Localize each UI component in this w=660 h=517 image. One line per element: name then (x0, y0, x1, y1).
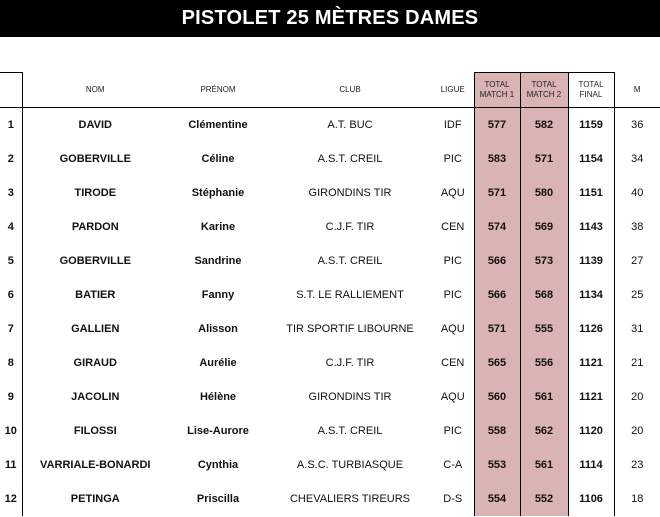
club-cell: A.S.T. CREIL (317, 153, 383, 165)
header-match1-line2: MATCH 1 (479, 90, 515, 99)
match2-cell: 556 (520, 346, 568, 380)
header-row (0, 73, 660, 108)
rank-cell: 2 (0, 142, 22, 176)
header-nom: NOM (22, 73, 168, 108)
header-match1-line1: TOTAL (484, 80, 510, 89)
match2-cell: 561 (520, 380, 568, 414)
m-cell: 36 (631, 119, 644, 131)
ligue-cell: D-S (443, 493, 463, 505)
nom-cell: TIRODE (74, 187, 117, 199)
match1-cell: 553 (474, 448, 520, 482)
total-final-cell: 1121 (568, 380, 614, 414)
match1-cell: 565 (474, 346, 520, 380)
ligue-cell: PIC (443, 425, 462, 437)
header-ligue: LIGUE (432, 73, 474, 108)
ligue-cell: CEN (441, 357, 465, 369)
match1-cell: 577 (474, 108, 520, 143)
header-prenom: PRÉNOM (168, 73, 268, 108)
club-cell: GIRONDINS TIR (308, 391, 392, 403)
m-cell: 27 (631, 255, 644, 267)
match2-cell: 562 (520, 414, 568, 448)
match1-cell: 571 (474, 312, 520, 346)
rank-cell: 3 (0, 176, 22, 210)
prenom-cell: Priscilla (196, 493, 240, 505)
rank-cell: 12 (0, 482, 22, 516)
header-m: M (614, 73, 660, 108)
match1-cell: 554 (474, 482, 520, 516)
title-bar (0, 0, 660, 37)
m-cell: 20 (631, 391, 644, 403)
rank-cell: 1 (0, 108, 22, 143)
total-final-cell: 1114 (568, 448, 614, 482)
m-cell: 18 (631, 493, 644, 505)
rank-cell: 9 (0, 380, 22, 414)
table-row (0, 414, 660, 448)
nom-cell: PETINGA (70, 493, 120, 505)
nom-cell: GIRAUD (73, 357, 117, 369)
prenom-cell: Céline (201, 153, 235, 165)
header-total-final (568, 73, 614, 108)
m-cell: 25 (631, 289, 644, 301)
m-cell: 23 (631, 459, 644, 471)
header-final-line2: FINAL (579, 90, 603, 99)
header-final-line1: TOTAL (578, 80, 604, 89)
match2-cell: 552 (520, 482, 568, 516)
match2-cell: 573 (520, 244, 568, 278)
match1-cell: 566 (474, 244, 520, 278)
table-row (0, 278, 660, 312)
header-club: CLUB (268, 73, 432, 108)
page-title: PISTOLET 25 MÈTRES DAMES (181, 7, 479, 29)
total-final-cell: 1151 (568, 176, 614, 210)
total-final-cell: 1154 (568, 142, 614, 176)
ligue-cell: CEN (441, 221, 465, 233)
rank-cell: 11 (0, 448, 22, 482)
nom-cell: GOBERVILLE (59, 255, 131, 267)
total-final-cell: 1126 (568, 312, 614, 346)
ligue-cell: PIC (443, 153, 462, 165)
rank-cell: 8 (0, 346, 22, 380)
table-row (0, 448, 660, 482)
match1-cell: 583 (474, 142, 520, 176)
match2-cell: 582 (520, 108, 568, 143)
m-cell: 40 (631, 187, 644, 199)
match2-cell: 571 (520, 142, 568, 176)
ligue-cell: C-A (443, 459, 463, 471)
rank-cell: 7 (0, 312, 22, 346)
match2-cell: 561 (520, 448, 568, 482)
nom-cell: FILOSSI (73, 425, 117, 437)
nom-cell: DAVID (78, 119, 112, 131)
prenom-cell: Clémentine (188, 119, 248, 131)
ligue-cell: PIC (443, 255, 462, 267)
nom-cell: GOBERVILLE (59, 153, 131, 165)
table-row (0, 176, 660, 210)
club-cell: C.J.F. TIR (325, 221, 375, 233)
nom-cell: VARRIALE-BONARDI (40, 459, 151, 471)
nom-cell: PARDON (71, 221, 119, 233)
prenom-cell: Alisson (198, 323, 238, 335)
club-cell: CHEVALIERS TIREURS (289, 493, 410, 505)
total-final-cell: 1120 (568, 414, 614, 448)
prenom-cell: Cynthia (197, 459, 239, 471)
table-row (0, 380, 660, 414)
m-cell: 20 (631, 425, 644, 437)
match2-cell: 580 (520, 176, 568, 210)
header-match2-line2: MATCH 2 (526, 90, 562, 99)
m-cell: 38 (631, 221, 644, 233)
table-row (0, 244, 660, 278)
table-row (0, 210, 660, 244)
match1-cell: 571 (474, 176, 520, 210)
total-final-cell: 1159 (568, 108, 614, 143)
match1-cell: 566 (474, 278, 520, 312)
rank-cell: 4 (0, 210, 22, 244)
header-match1 (474, 73, 520, 108)
club-cell: S.T. LE RALLIEMENT (296, 289, 404, 301)
prenom-cell: Sandrine (194, 255, 242, 267)
nom-cell: BATIER (75, 289, 116, 301)
prenom-cell: Aurélie (199, 357, 237, 369)
match1-cell: 558 (474, 414, 520, 448)
total-final-cell: 1121 (568, 346, 614, 380)
prenom-cell: Lise-Aurore (187, 425, 249, 437)
table-row (0, 142, 660, 176)
table-row (0, 482, 660, 516)
ligue-cell: AQU (440, 323, 465, 335)
rank-cell: 10 (0, 414, 22, 448)
rank-cell: 5 (0, 244, 22, 278)
total-final-cell: 1139 (568, 244, 614, 278)
header-rank (0, 73, 22, 108)
club-cell: A.T. BUC (327, 119, 373, 131)
prenom-cell: Fanny (201, 289, 235, 301)
nom-cell: GALLIEN (71, 323, 120, 335)
ligue-cell: PIC (443, 289, 462, 301)
club-cell: C.J.F. TIR (325, 357, 375, 369)
club-cell: A.S.T. CREIL (317, 425, 383, 437)
rank-cell: 6 (0, 278, 22, 312)
total-final-cell: 1134 (568, 278, 614, 312)
table-row (0, 346, 660, 380)
match2-cell: 555 (520, 312, 568, 346)
ligue-cell: AQU (440, 187, 465, 199)
results-table (0, 72, 660, 516)
header-match2-line1: TOTAL (531, 80, 557, 89)
prenom-cell: Hélène (199, 391, 237, 403)
club-cell: A.S.C. TURBIASQUE (296, 459, 404, 471)
club-cell: TIR SPORTIF LIBOURNE (286, 323, 414, 335)
prenom-cell: Karine (200, 221, 236, 233)
match1-cell: 574 (474, 210, 520, 244)
m-cell: 21 (631, 357, 644, 369)
total-final-cell: 1106 (568, 482, 614, 516)
m-cell: 31 (631, 323, 644, 335)
m-cell: 34 (631, 153, 644, 165)
ligue-cell: AQU (440, 391, 465, 403)
club-cell: GIRONDINS TIR (308, 187, 392, 199)
nom-cell: JACOLIN (71, 391, 120, 403)
header-match2 (520, 73, 568, 108)
club-cell: A.S.T. CREIL (317, 255, 383, 267)
ligue-cell: IDF (443, 119, 462, 131)
match1-cell: 560 (474, 380, 520, 414)
match2-cell: 568 (520, 278, 568, 312)
total-final-cell: 1143 (568, 210, 614, 244)
table-row (0, 108, 660, 143)
table-row (0, 312, 660, 346)
match2-cell: 569 (520, 210, 568, 244)
prenom-cell: Stéphanie (191, 187, 245, 199)
